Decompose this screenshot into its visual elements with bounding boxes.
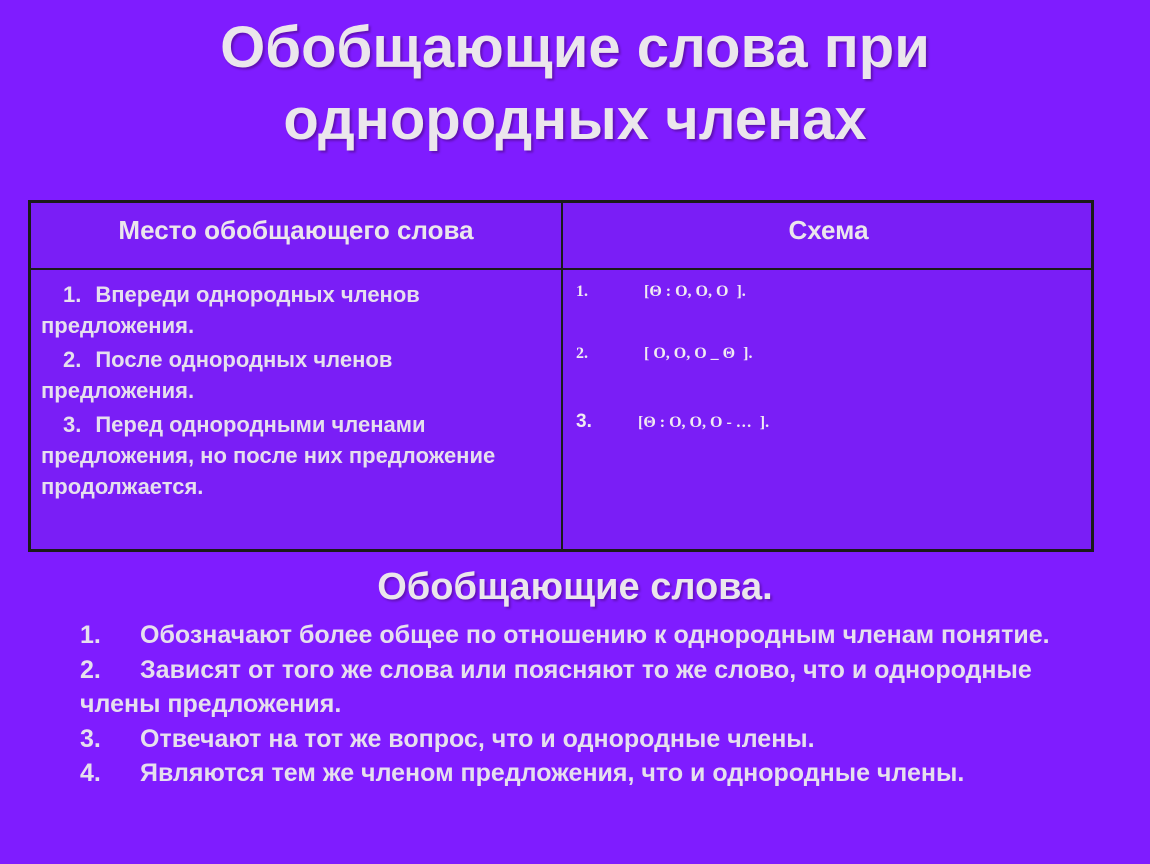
- place-number: 2.: [63, 347, 82, 372]
- place-number: 3.: [63, 412, 82, 437]
- property-item-1: [80, 618, 1120, 653]
- property-item-4: [80, 756, 1120, 791]
- scheme-2: [576, 345, 752, 363]
- title-line-2: однородных членах: [283, 87, 867, 152]
- scheme-formula: [ O, O, O _ Θ ].: [644, 345, 753, 362]
- property-text: Обозначают более общее по отношению к однородным членам понятие.: [140, 621, 1050, 649]
- scheme-1: [576, 283, 746, 301]
- property-item-2: [80, 653, 1120, 722]
- property-item-3: [80, 722, 1120, 757]
- column-divider: [561, 203, 563, 549]
- property-text: Являются тем же членом предложения, что и однородные члены.: [140, 759, 965, 787]
- property-number: 4.: [80, 759, 101, 787]
- property-text: Отвечают на тот же вопрос, что и однородные члены.: [140, 724, 815, 753]
- place-text: Перед однородными членами предложения, но после них предложение продолжается.: [41, 412, 496, 499]
- place-item-1: [41, 279, 551, 341]
- property-text: Зависят от того же слова или поясняют то же слово, что и однородные члены предложения.: [80, 655, 1109, 718]
- scheme-number: 1.: [576, 283, 588, 300]
- scheme-formula: [Θ : O, O, O ].: [644, 283, 746, 300]
- place-number: 1.: [63, 282, 82, 307]
- place-text: После однородных членов предложения.: [41, 347, 393, 403]
- scheme-number: 3.: [576, 411, 592, 432]
- place-item-3: [41, 409, 551, 502]
- place-text: Впереди однородных членов предложения.: [41, 282, 420, 338]
- page-title: [0, 12, 1150, 156]
- scheme-number: 2.: [576, 345, 588, 362]
- title-line-1: Обобщающие слова при: [220, 15, 930, 80]
- scheme-3: [576, 411, 769, 433]
- header-scheme: Схема: [788, 215, 869, 245]
- property-number: 2.: [80, 655, 101, 684]
- property-number: 3.: [80, 724, 101, 753]
- place-item-2: [41, 344, 551, 406]
- section-title: Обобщающие слова.: [377, 566, 773, 608]
- rules-table: [28, 200, 1094, 552]
- scheme-formula: [Θ : O, O, O - … ].: [638, 414, 770, 431]
- header-place: Место обобщающего слова: [118, 215, 474, 245]
- properties-list: [80, 618, 1120, 791]
- property-number: 1.: [80, 621, 101, 649]
- place-list: [41, 279, 551, 505]
